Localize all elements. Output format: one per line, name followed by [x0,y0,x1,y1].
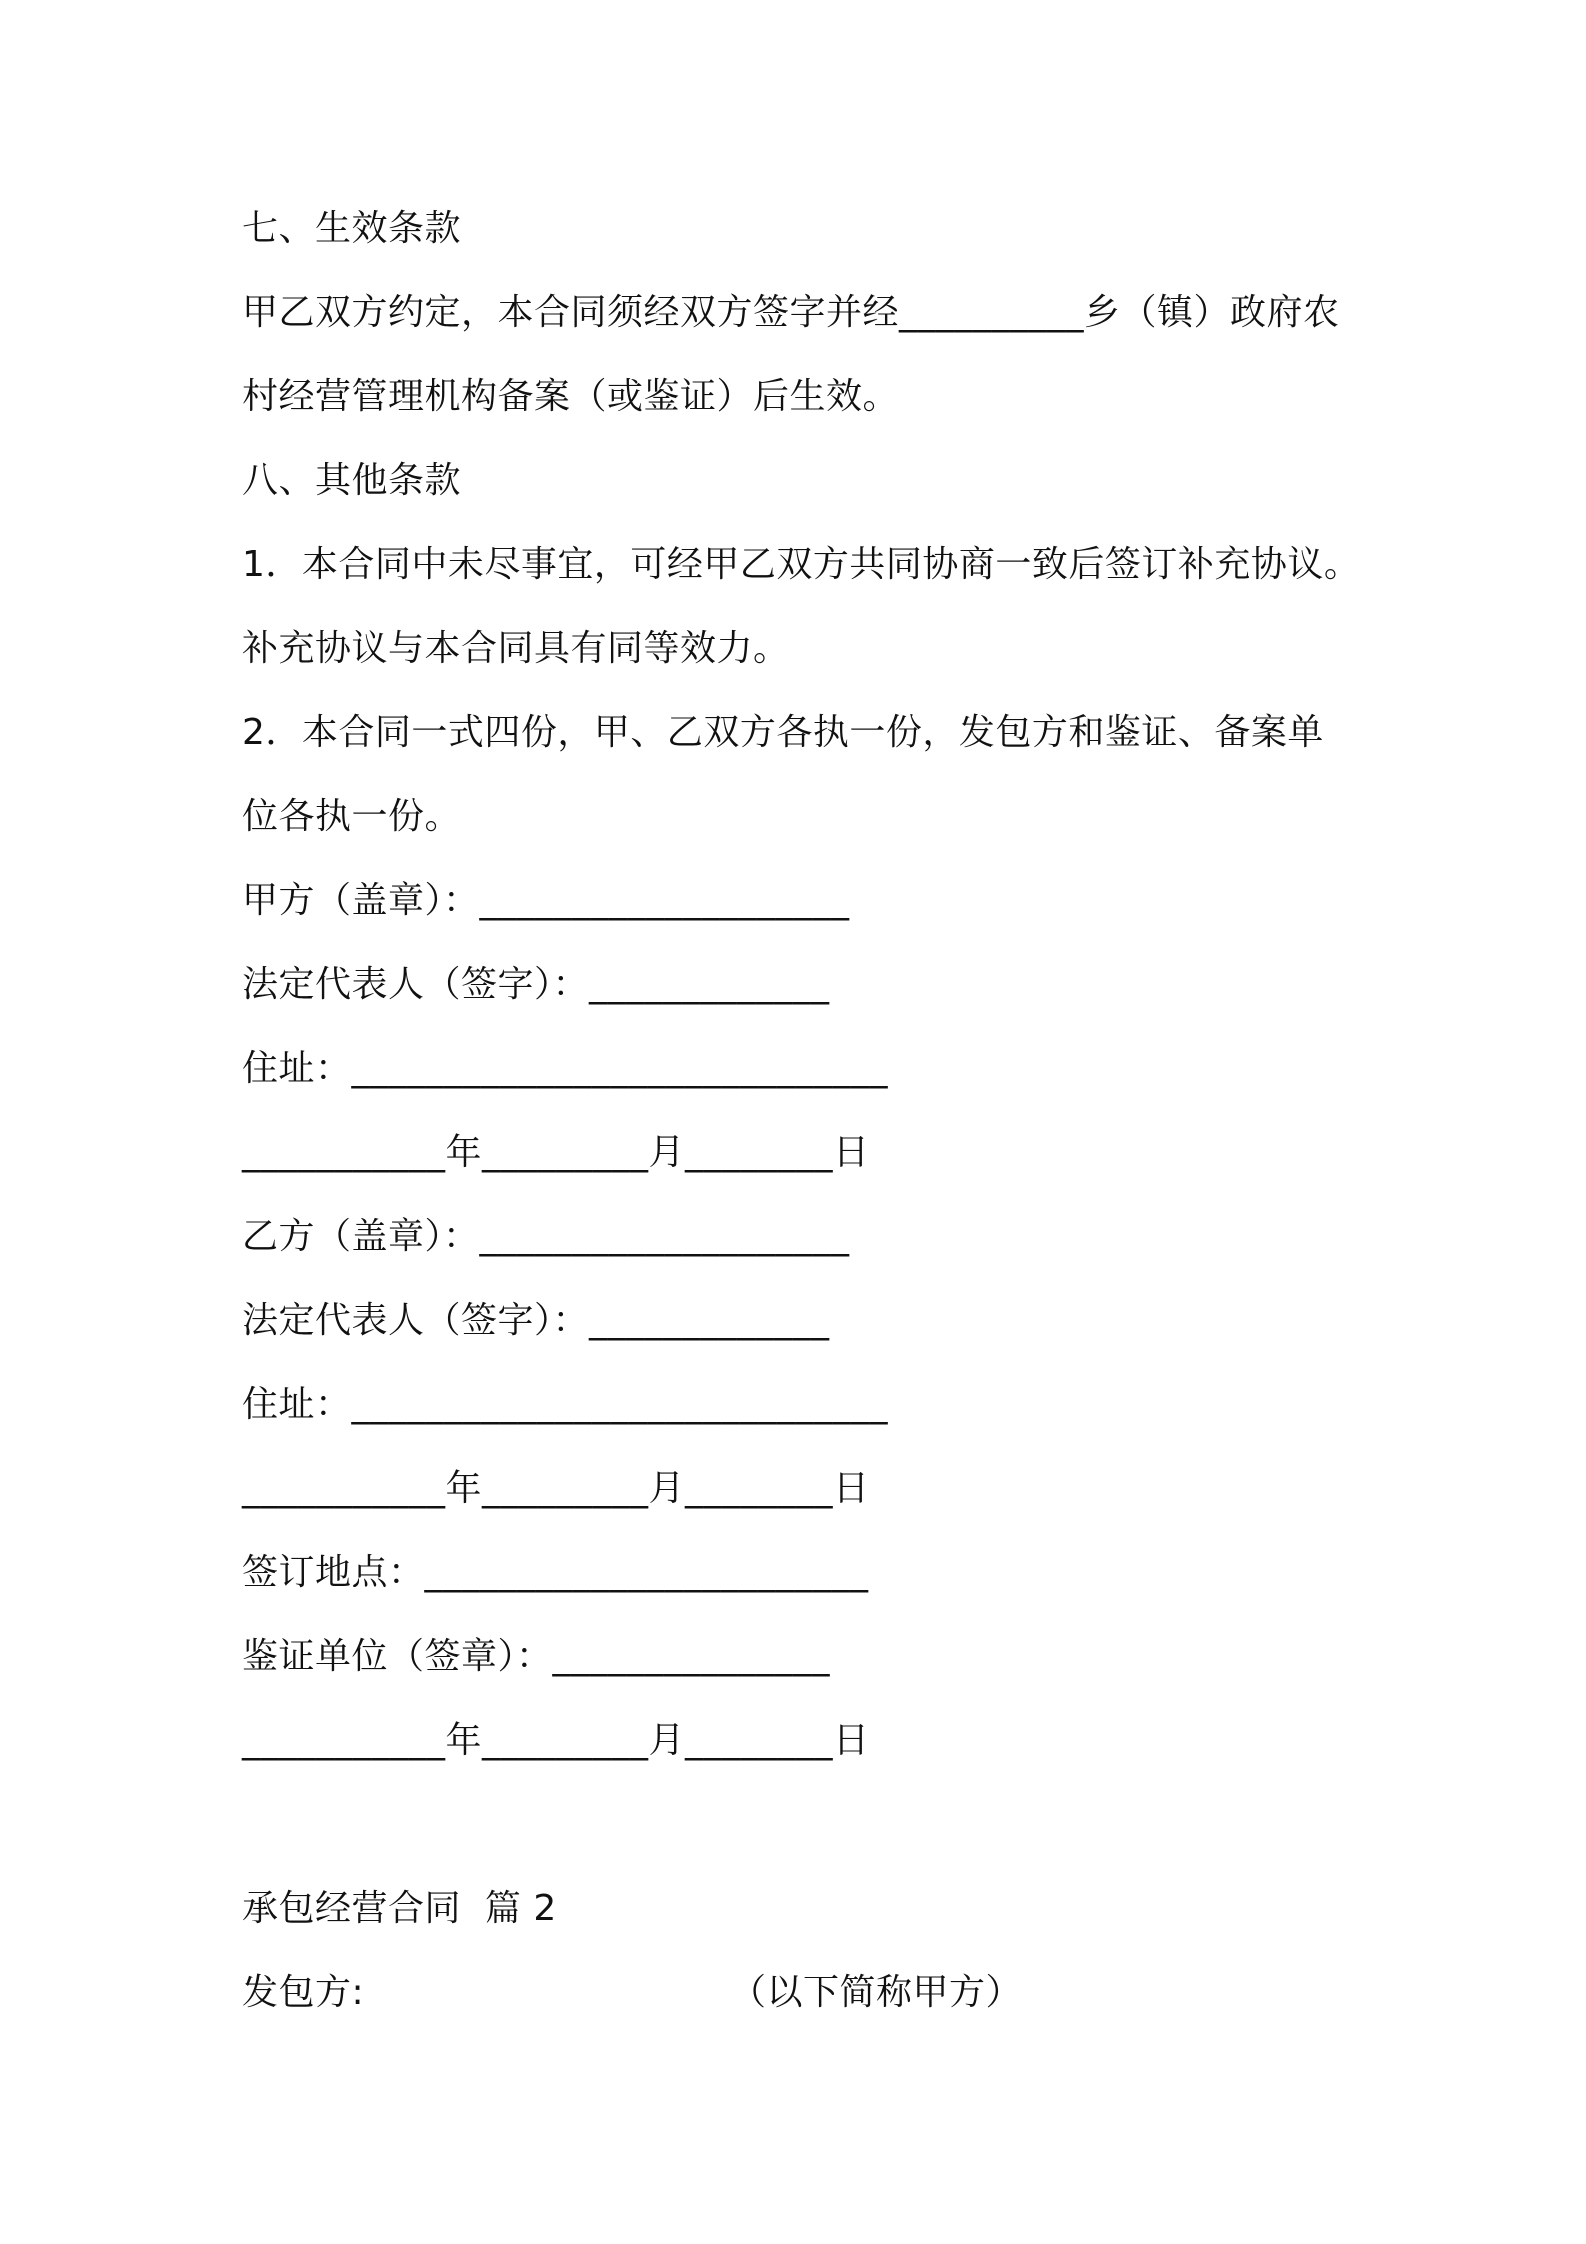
signing-place-field: 签订地点：________________________ [242,1552,869,1593]
section-8-heading: 八、其他条款 [242,460,462,501]
party-a-seal-field: 甲方（盖章）：____________________ [242,880,850,921]
employer-note: （以下简称甲方） [730,1972,1023,2013]
section-7-text-line-1: 甲乙双方约定，本合同须经双方签字并经__________乡（镇）政府农 [242,292,1340,333]
party-b-representative-field: 法定代表人（签字）：_____________ [242,1300,830,1341]
party-a-date-field: ___________年_________月________日 [242,1132,870,1173]
part-2-title: 承包经营合同 篇 2 [242,1888,557,1929]
party-b-seal-field: 乙方（盖章）：____________________ [242,1216,850,1257]
section-7-heading: 七、生效条款 [242,208,462,249]
notary-seal-field: 鉴证单位（签章）：_______________ [242,1636,831,1677]
employer-label: 发包方: [242,1972,365,2013]
party-b-address-field: 住址：_____________________________ [242,1384,889,1425]
section-7-text-line-2: 村经营管理机构备案（或鉴证）后生效。 [242,376,900,417]
section-8-item-1-line-1: 1．本合同中未尽事宜，可经甲乙双方共同协商一致后签订补充协议。 [242,544,1361,585]
section-8-item-2-line-1: 2．本合同一式四份，甲、乙双方各执一份，发包方和鉴证、备案单 [242,712,1324,753]
party-a-address-field: 住址：_____________________________ [242,1048,889,1089]
section-8-item-2-line-2: 位各执一份。 [242,796,462,837]
section-8-item-1-line-2: 补充协议与本合同具有同等效力。 [242,628,790,669]
party-a-representative-field: 法定代表人（签字）：_____________ [242,964,830,1005]
party-b-date-field: ___________年_________月________日 [242,1468,870,1509]
notary-date-field: ___________年_________月________日 [242,1720,870,1761]
